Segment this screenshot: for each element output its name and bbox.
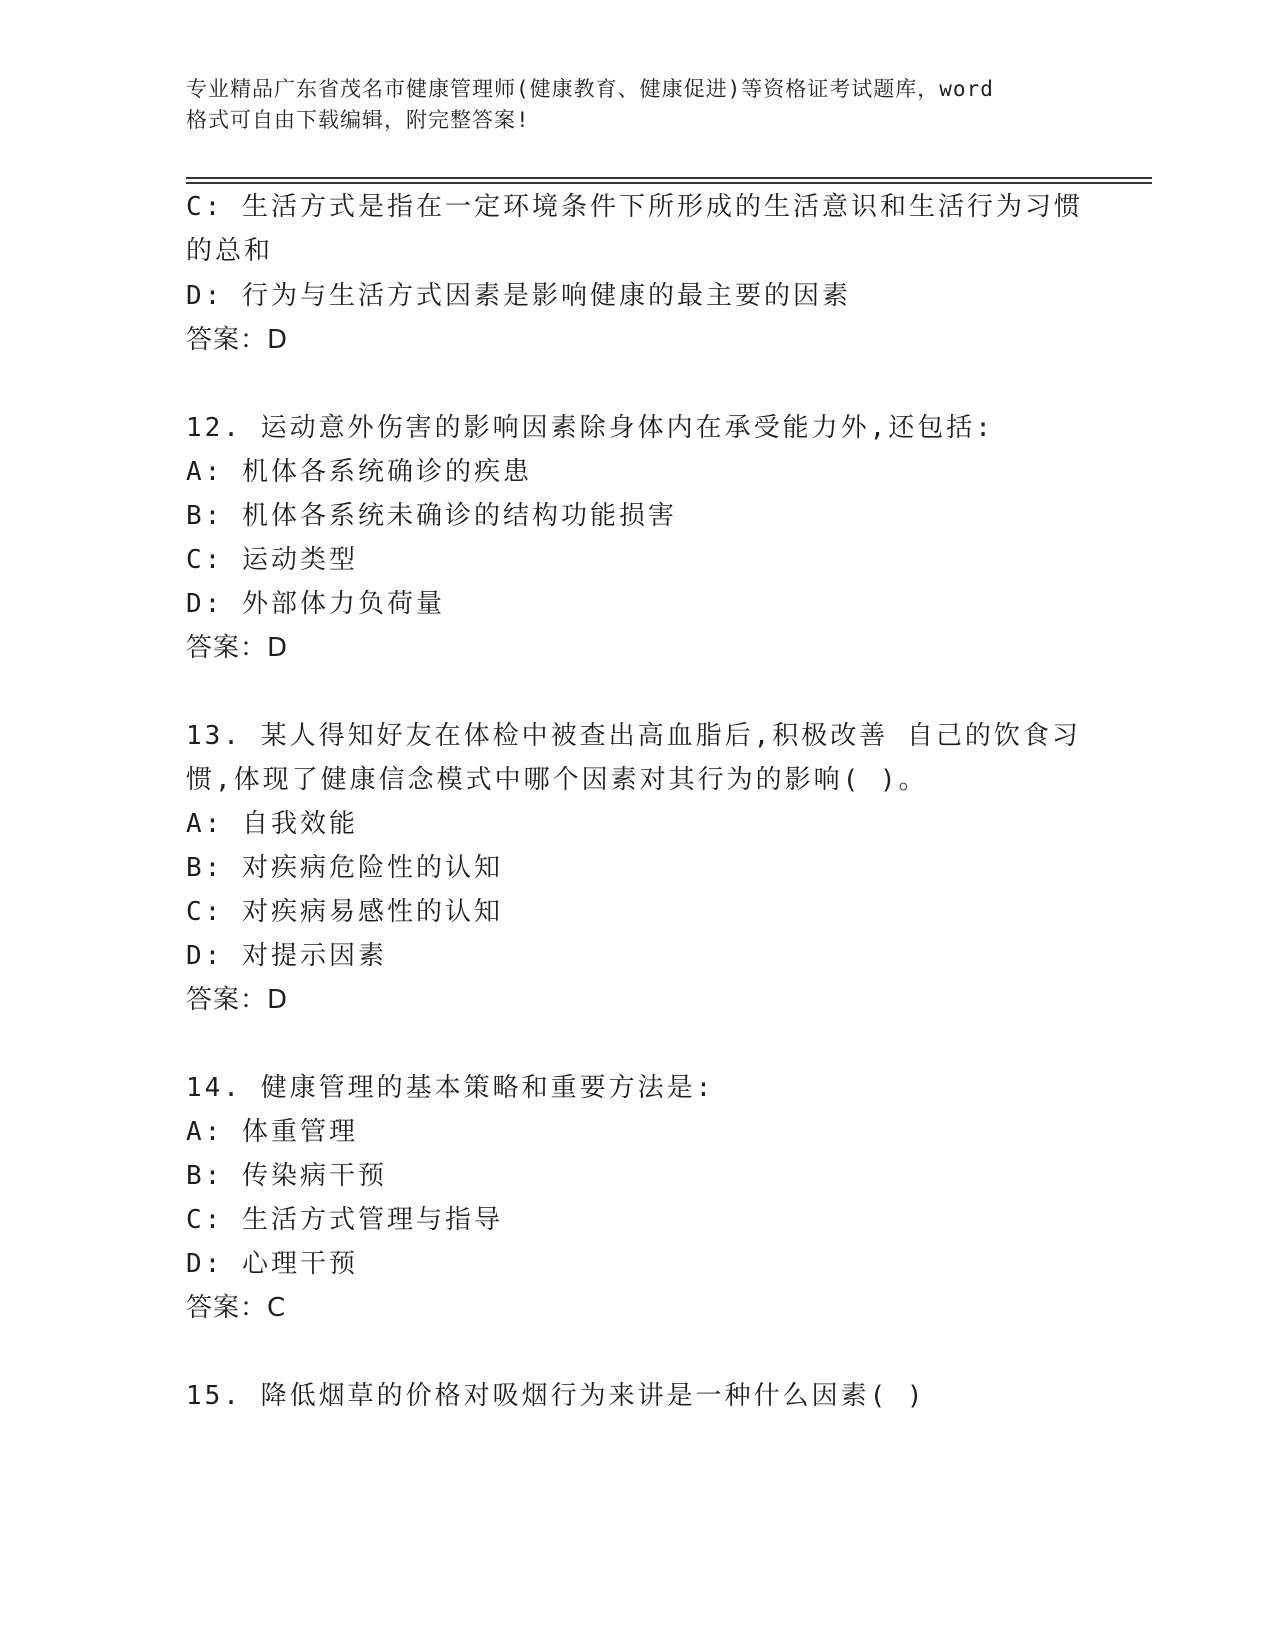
q14-question: 14. 健康管理的基本策略和重要方法是:	[186, 1073, 715, 1103]
q14-option-d: D: 心理干预	[186, 1249, 358, 1279]
q13-question-line2: 惯,体现了健康信念模式中哪个因素对其行为的影响( )。	[186, 765, 928, 795]
q15-question: 15. 降低烟草的价格对吸烟行为来讲是一种什么因素( )	[186, 1381, 926, 1411]
q13-answer: 答案：D	[186, 985, 289, 1015]
header-divider-top	[186, 177, 1152, 179]
q14-option-a: A: 体重管理	[186, 1117, 358, 1147]
header-line-2: 格式可自由下载编辑，附完整答案!	[186, 108, 530, 132]
q13-question-line1: 13. 某人得知好友在体检中被查出高血脂后,积极改善 自己的饮食习	[186, 721, 1081, 751]
q13-option-d: D: 对提示因素	[186, 941, 387, 971]
q13-option-a: A: 自我效能	[186, 809, 358, 839]
q13-option-c: C: 对疾病易感性的认知	[186, 897, 503, 927]
q11-answer: 答案：D	[186, 325, 289, 355]
header-divider-bottom	[186, 182, 1152, 184]
q12-answer: 答案：D	[186, 633, 289, 663]
document-header	[186, 74, 1086, 136]
q11-option-d: D: 行为与生活方式因素是影响健康的最主要的因素	[186, 281, 851, 311]
q11-option-c-line2: 的总和	[186, 236, 274, 266]
q14-option-b: B: 传染病干预	[186, 1161, 387, 1191]
q12-option-c: C: 运动类型	[186, 545, 358, 575]
q13-option-b: B: 对疾病危险性的认知	[186, 853, 503, 883]
q11-option-c-line1: C: 生活方式是指在一定环境条件下所形成的生活意识和生活行为习惯	[186, 192, 1083, 222]
q14-option-c: C: 生活方式管理与指导	[186, 1205, 503, 1235]
q12-option-a: A: 机体各系统确诊的疾患	[186, 457, 532, 487]
header-line-1: 专业精品广东省茂名市健康管理师(健康教育、健康促进)等资格证考试题库，word	[186, 77, 994, 101]
q12-question: 12. 运动意外伤害的影响因素除身体内在承受能力外,还包括:	[186, 413, 994, 443]
q14-answer: 答案：C	[186, 1293, 287, 1323]
q12-option-b: B: 机体各系统未确诊的结构功能损害	[186, 501, 677, 531]
q12-option-d: D: 外部体力负荷量	[186, 589, 445, 619]
